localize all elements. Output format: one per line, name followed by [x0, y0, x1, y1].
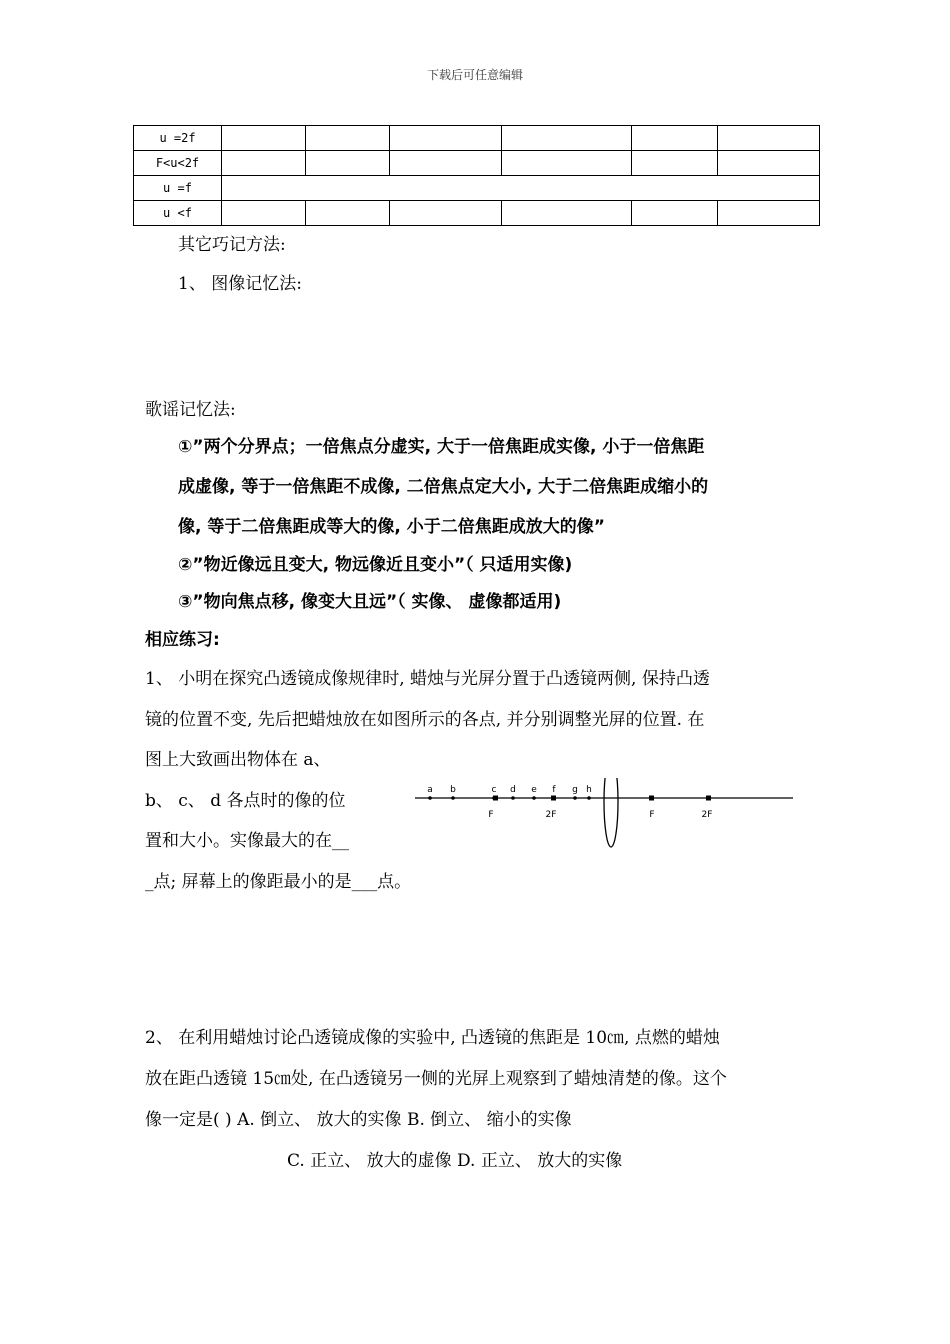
- table-cell: [306, 126, 390, 151]
- rule2: ②”物近像远且变大, 物远像近且变小”（ 只适用实像): [178, 555, 573, 575]
- table-cell: [222, 176, 820, 201]
- table-row: [134, 151, 820, 176]
- q2-line2: 放在距凸透镜 15㎝处, 在凸透镜另一侧的光屏上观察到了蜡烛清楚的像。这个: [145, 1069, 727, 1089]
- table-cell: [222, 151, 306, 176]
- point-dot: [428, 796, 432, 800]
- q1-line4: b、 c、 d 各点时的像的位: [145, 791, 346, 811]
- left-2f-marker: [551, 796, 556, 801]
- point-dot: [532, 796, 536, 800]
- convex-lens: [604, 778, 618, 847]
- table-cell: [390, 151, 502, 176]
- point-label: f: [552, 785, 556, 795]
- rule1-line3: 像, 等于二倍焦距成等大的像, 小于二倍焦距成放大的像”: [178, 517, 605, 537]
- left-f-label: F: [488, 810, 494, 820]
- point-label: d: [510, 785, 516, 795]
- row-label: u =2f: [134, 126, 222, 151]
- row-label: u <f: [134, 201, 222, 226]
- row-label: F<u<2f: [134, 151, 222, 176]
- point-label: a: [427, 785, 433, 795]
- table-cell: [390, 201, 502, 226]
- rule1-line2: 成虚像, 等于一倍焦距不成像, 二倍焦点定大小, 大于二倍焦距成缩小的: [178, 477, 709, 497]
- point-dot: [587, 796, 591, 800]
- q2-line4: C. 正立、 放大的虚像 D. 正立、 放大的实像: [287, 1151, 623, 1171]
- q1-line1: 1、 小明在探究凸透镜成像规律时, 蜡烛与光屏分置于凸透镜两侧, 保持凸透: [145, 669, 710, 689]
- point-label: e: [531, 785, 537, 795]
- table-cell: [718, 201, 820, 226]
- right-2f-marker: [706, 796, 711, 801]
- table-cell: [222, 201, 306, 226]
- rule3: ③”物向焦点移, 像变大且远”（ 实像、 虚像都适用): [178, 592, 562, 612]
- table-cell: [306, 201, 390, 226]
- practice-heading: 相应练习:: [145, 630, 220, 650]
- row-label: u =f: [134, 176, 222, 201]
- q2-line3: 像一定是( ) A. 倒立、 放大的实像 B. 倒立、 缩小的实像: [145, 1110, 572, 1130]
- rule1-line1: ①”两个分界点；一倍焦点分虚实, 大于一倍焦距成实像, 小于一倍焦距: [178, 437, 705, 457]
- lens-diagram: [412, 778, 796, 852]
- right-f-label: F: [649, 810, 655, 820]
- q2-line1: 2、 在利用蜡烛讨论凸透镜成像的实验中, 凸透镜的焦距是 10㎝, 点燃的蜡烛: [145, 1028, 720, 1048]
- table-cell: [502, 201, 632, 226]
- point-label: h: [586, 785, 592, 795]
- other-methods-heading: 其它巧记方法:: [178, 235, 286, 255]
- imaging-table: [133, 125, 820, 226]
- point-label: c: [491, 785, 497, 795]
- table-cell: [502, 126, 632, 151]
- table-cell: [222, 126, 306, 151]
- q1-line6: _点; 屏幕上的像距最小的是___点。: [145, 872, 412, 892]
- table-cell: [632, 201, 718, 226]
- point-label: b: [450, 785, 456, 795]
- table-cell: [632, 151, 718, 176]
- point-dot: [573, 796, 577, 800]
- table-cell: [390, 126, 502, 151]
- point-dot: [511, 796, 515, 800]
- point-dot: [451, 796, 455, 800]
- table-cell: [306, 151, 390, 176]
- table-row: [134, 126, 820, 151]
- table-cell: [718, 151, 820, 176]
- left-2f-label: 2F: [545, 810, 557, 820]
- table-cell: [718, 126, 820, 151]
- method1-heading: 1、 图像记忆法:: [178, 274, 302, 294]
- left-f-marker: [493, 796, 498, 801]
- page-header: 下载后可任意编辑: [426, 68, 523, 82]
- right-f-marker: [649, 796, 654, 801]
- q1-line3: 图上大致画出物体在 a、: [145, 750, 331, 770]
- q1-line2: 镜的位置不变, 先后把蜡烛放在如图所示的各点, 并分别调整光屏的位置. 在: [145, 710, 705, 730]
- table-row: [134, 176, 820, 201]
- table-cell: [632, 126, 718, 151]
- song-heading: 歌谣记忆法:: [145, 400, 236, 420]
- table-row: [134, 201, 820, 226]
- point-label: g: [572, 785, 578, 795]
- q1-line5: 置和大小。实像最大的在__: [145, 831, 349, 851]
- table-cell: [502, 151, 632, 176]
- right-2f-label: 2F: [701, 810, 713, 820]
